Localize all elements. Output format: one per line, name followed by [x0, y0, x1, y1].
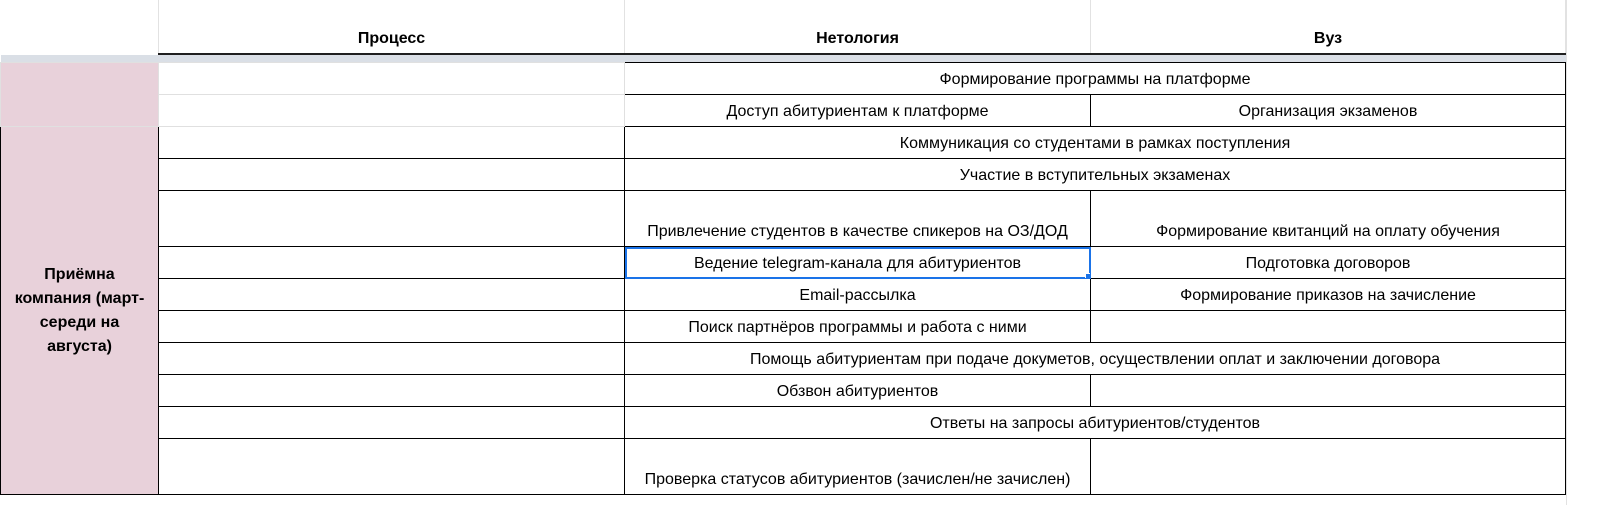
header-cell-empty[interactable] — [1, 0, 159, 54]
table-row — [1, 375, 1566, 407]
process-cell[interactable] — [159, 407, 625, 439]
process-cell[interactable] — [159, 95, 625, 127]
netology-cell[interactable]: Привлечение студентов в качестве спикеров на ОЗ/ДОД — [625, 191, 1091, 247]
process-cell[interactable] — [159, 343, 625, 375]
process-cell[interactable] — [159, 247, 625, 279]
process-cell[interactable] — [159, 159, 625, 191]
table-row — [1, 311, 1566, 343]
university-cell[interactable] — [1091, 375, 1566, 407]
process-cell[interactable] — [159, 191, 625, 247]
header-row — [1, 0, 1566, 54]
merged-cell[interactable]: Участие в вступительных экзаменах — [625, 159, 1566, 191]
table-row — [1, 439, 1566, 495]
fill-handle[interactable] — [1085, 273, 1091, 279]
merged-cell[interactable]: Формирование программы на платформе — [625, 63, 1566, 95]
header-university[interactable]: Вуз — [1091, 0, 1566, 54]
process-cell[interactable] — [159, 127, 625, 159]
stage-label-cell[interactable]: Приёмна компания (март-середи на августа) — [1, 127, 159, 495]
table-row — [1, 95, 1566, 127]
cell-text: Ведение telegram-канала для абитуриентов — [693, 255, 1022, 272]
university-cell[interactable]: Формирование квитанций на оплату обучения — [1091, 191, 1566, 247]
process-cell[interactable] — [159, 279, 625, 311]
stage-cell-pre[interactable] — [1, 63, 159, 127]
merged-cell[interactable]: Помощь абитуриентам при подаче докуметов, осуществлении оплат и заключении договора — [625, 343, 1566, 375]
university-cell[interactable]: Подготовка договоров — [1091, 247, 1566, 279]
merged-cell[interactable]: Ответы на запросы абитуриентов/студентов — [625, 407, 1566, 439]
netology-cell-selected[interactable] — [625, 247, 1091, 279]
table-row — [1, 63, 1566, 95]
university-cell[interactable]: Формирование приказов на зачисление — [1091, 279, 1566, 311]
process-cell[interactable] — [159, 311, 625, 343]
university-cell[interactable]: Организация экзаменов — [1091, 95, 1566, 127]
table-row — [1, 127, 1566, 159]
merged-cell[interactable]: Коммуникация со студентами в рамках поступления — [625, 127, 1566, 159]
netology-cell[interactable]: Обзвон абитуриентов — [625, 375, 1091, 407]
netology-cell[interactable]: Поиск партнёров программы и работа с ними — [625, 311, 1091, 343]
university-cell[interactable] — [1091, 439, 1566, 495]
table-row — [1, 159, 1566, 191]
university-cell[interactable] — [1091, 311, 1566, 343]
process-cell[interactable] — [159, 439, 625, 495]
freeze-divider[interactable] — [1, 54, 1566, 63]
netology-cell[interactable]: Email-рассылка — [625, 279, 1091, 311]
netology-cell[interactable]: Доступ абитуриентам к платформе — [625, 95, 1091, 127]
table-row — [1, 247, 1566, 279]
header-process[interactable]: Процесс — [159, 0, 625, 54]
sheet-empty-area — [1566, 0, 1600, 505]
netology-cell[interactable]: Проверка статусов абитуриентов (зачислен/не зачислен) — [625, 439, 1091, 495]
process-cell[interactable] — [159, 63, 625, 95]
header-netology[interactable]: Нетология — [625, 0, 1091, 54]
process-cell[interactable] — [159, 375, 625, 407]
table-row — [1, 191, 1566, 247]
table-row — [1, 279, 1566, 311]
table-row — [1, 343, 1566, 375]
table-row — [1, 407, 1566, 439]
